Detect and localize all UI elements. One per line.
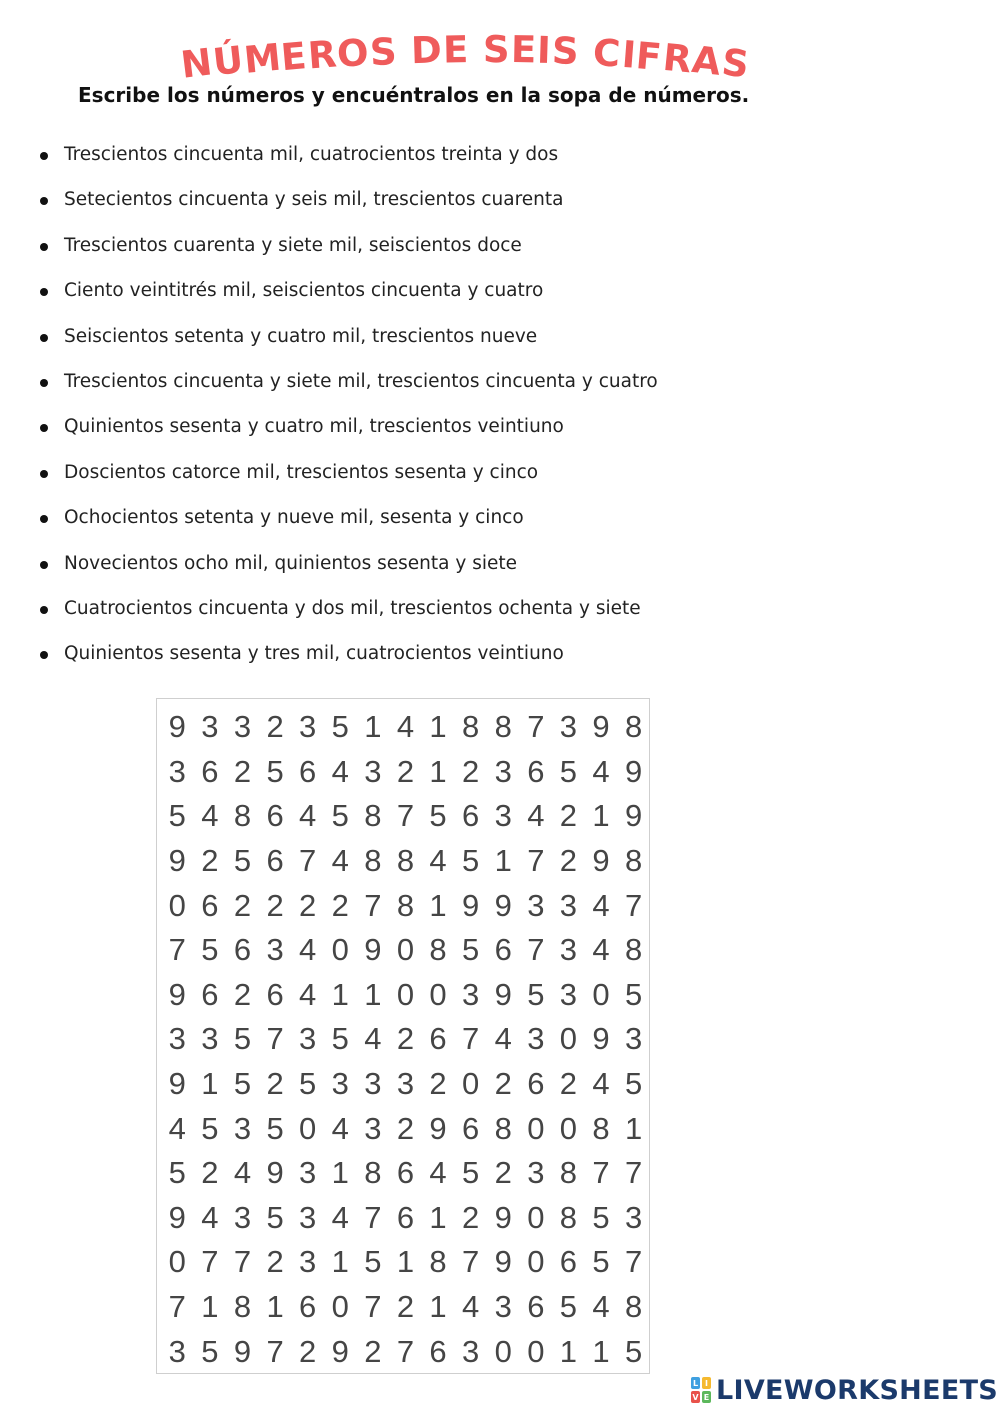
grid-cell[interactable]: 6 bbox=[527, 1066, 545, 1102]
grid-cell[interactable]: 8 bbox=[233, 798, 252, 834]
bullet-icon bbox=[40, 470, 48, 478]
grid-cell[interactable]: 5 bbox=[527, 976, 545, 1012]
grid-cell[interactable]: 9 bbox=[624, 753, 643, 789]
grid-cell[interactable]: 4 bbox=[331, 1199, 349, 1235]
grid-cell[interactable]: 8 bbox=[364, 843, 382, 879]
grid-cell[interactable]: 8 bbox=[364, 1155, 382, 1191]
grid-cell[interactable]: 9 bbox=[266, 1155, 284, 1191]
grid-cell[interactable]: 3 bbox=[559, 976, 578, 1012]
title-letter: D bbox=[410, 28, 444, 73]
logo-square: L bbox=[692, 1378, 699, 1388]
grid-cell[interactable]: 1 bbox=[592, 798, 610, 834]
bullet-icon bbox=[40, 606, 48, 614]
grid-cell[interactable]: 2 bbox=[364, 1333, 382, 1369]
grid-cell[interactable]: 3 bbox=[462, 976, 480, 1012]
grid-cell[interactable]: 8 bbox=[624, 1289, 643, 1325]
grid-cell[interactable]: 2 bbox=[396, 1021, 415, 1057]
grid-cell[interactable]: 4 bbox=[331, 843, 349, 879]
grid-cell[interactable]: 9 bbox=[168, 976, 186, 1012]
grid-cell[interactable]: 1 bbox=[429, 1199, 447, 1235]
grid-cell[interactable]: 4 bbox=[331, 1110, 349, 1146]
title-letter: C bbox=[592, 30, 623, 76]
grid-cell[interactable]: 3 bbox=[559, 932, 578, 968]
grid-cell[interactable]: 3 bbox=[527, 887, 545, 923]
grid-cell[interactable]: 2 bbox=[494, 1066, 512, 1102]
grid-cell[interactable]: 6 bbox=[527, 1289, 545, 1325]
grid-cell[interactable]: 4 bbox=[592, 753, 610, 789]
grid-cell[interactable]: 3 bbox=[527, 1021, 545, 1057]
grid-cell[interactable]: 3 bbox=[233, 1110, 252, 1146]
grid-cell[interactable]: 8 bbox=[396, 887, 415, 923]
grid-cell[interactable]: 9 bbox=[592, 1021, 610, 1057]
bullet-icon bbox=[40, 515, 48, 523]
grid-cell[interactable]: 9 bbox=[331, 1333, 349, 1369]
grid-cell[interactable]: 2 bbox=[233, 753, 252, 789]
grid-cell[interactable]: 4 bbox=[462, 1289, 480, 1325]
grid-cell[interactable]: 7 bbox=[266, 1021, 284, 1057]
prompt-text: Doscientos catorce mil, trescientos sesenta y cinco bbox=[64, 461, 539, 483]
grid-cell[interactable]: 6 bbox=[396, 1155, 415, 1191]
grid-cell[interactable]: 7 bbox=[624, 1155, 643, 1191]
grid-cell[interactable]: 6 bbox=[462, 1110, 480, 1146]
grid-cell[interactable]: 6 bbox=[494, 932, 512, 968]
grid-cell[interactable]: 0 bbox=[559, 1021, 578, 1057]
grid-cell[interactable]: 9 bbox=[494, 976, 512, 1012]
grid-cell[interactable]: 1 bbox=[266, 1289, 284, 1325]
grid-cell[interactable]: 5 bbox=[429, 798, 447, 834]
grid-cell[interactable]: 9 bbox=[592, 843, 610, 879]
prompt-text: Trescientos cincuenta y siete mil, trescientos cincuenta y cuatro bbox=[64, 370, 658, 392]
grid-cell[interactable]: 9 bbox=[168, 1066, 186, 1102]
bullet-icon bbox=[40, 197, 48, 205]
grid-cell[interactable]: 8 bbox=[364, 798, 382, 834]
grid-cell[interactable]: 3 bbox=[299, 1021, 317, 1057]
grid-cell[interactable]: 4 bbox=[168, 1110, 186, 1146]
prompt-text: Trescientos cuarenta y siete mil, seiscientos doce bbox=[64, 234, 522, 256]
grid-cell[interactable]: 4 bbox=[592, 932, 610, 968]
grid-cell[interactable]: 5 bbox=[168, 1155, 186, 1191]
grid-cell[interactable]: 2 bbox=[396, 1110, 415, 1146]
grid-cell[interactable]: 0 bbox=[559, 1110, 578, 1146]
grid-cell[interactable]: 1 bbox=[364, 709, 382, 745]
number-prompt-item bbox=[0, 497, 658, 542]
grid-cell[interactable]: 3 bbox=[331, 1066, 349, 1102]
grid-cell[interactable]: 5 bbox=[233, 1021, 252, 1057]
grid-cell[interactable]: 3 bbox=[299, 709, 317, 745]
grid-cell[interactable]: 5 bbox=[624, 1066, 643, 1102]
grid-cell[interactable]: 8 bbox=[559, 1155, 578, 1191]
grid-cell[interactable]: 2 bbox=[396, 1289, 415, 1325]
grid-cell[interactable]: 9 bbox=[494, 1244, 512, 1280]
grid-cell[interactable]: 5 bbox=[624, 1333, 643, 1369]
grid-cell[interactable]: 0 bbox=[396, 976, 415, 1012]
grid-cell[interactable]: 2 bbox=[559, 798, 578, 834]
grid-cell[interactable]: 8 bbox=[429, 1244, 447, 1280]
grid-cell[interactable]: 9 bbox=[462, 887, 480, 923]
grid-cell[interactable]: 5 bbox=[266, 1110, 284, 1146]
grid-cell[interactable]: 2 bbox=[266, 887, 284, 923]
grid-cell[interactable]: 7 bbox=[527, 843, 545, 879]
grid-cell[interactable]: 5 bbox=[201, 1333, 219, 1369]
grid-cell[interactable]: 7 bbox=[168, 1289, 186, 1325]
title-letter: I bbox=[619, 32, 638, 77]
grid-cell[interactable]: 2 bbox=[396, 753, 415, 789]
prompt-text: Cuatrocientos cincuenta y dos mil, trescientos ochenta y siete bbox=[64, 597, 641, 619]
grid-cell[interactable]: 3 bbox=[299, 1155, 317, 1191]
grid-cell[interactable]: 4 bbox=[299, 798, 317, 834]
grid-cell[interactable]: 3 bbox=[168, 1333, 186, 1369]
grid-cell[interactable]: 5 bbox=[331, 709, 349, 745]
grid-cell[interactable]: 2 bbox=[266, 1066, 284, 1102]
number-prompt-item bbox=[0, 179, 658, 224]
grid-cell[interactable]: 7 bbox=[396, 798, 415, 834]
grid-cell[interactable]: 8 bbox=[559, 1199, 578, 1235]
grid-cell[interactable]: 4 bbox=[201, 1199, 219, 1235]
grid-cell[interactable]: 3 bbox=[494, 1289, 512, 1325]
grid-cell[interactable]: 6 bbox=[396, 1199, 415, 1235]
grid-cell[interactable]: 3 bbox=[233, 709, 252, 745]
grid-cell[interactable]: 3 bbox=[364, 1066, 382, 1102]
title-letter: S bbox=[368, 29, 399, 75]
grid-cell[interactable]: 7 bbox=[527, 709, 545, 745]
grid-cell[interactable]: 4 bbox=[429, 843, 447, 879]
grid-cell[interactable]: 1 bbox=[331, 1244, 349, 1280]
number-prompt-item bbox=[0, 406, 658, 451]
bullet-icon bbox=[40, 379, 48, 387]
grid-cell[interactable]: 6 bbox=[527, 753, 545, 789]
grid-cell[interactable]: 4 bbox=[527, 798, 545, 834]
grid-cell[interactable]: 5 bbox=[559, 753, 578, 789]
title-letter: Ú bbox=[210, 37, 246, 85]
grid-cell[interactable]: 6 bbox=[266, 843, 284, 879]
grid-cell[interactable]: 8 bbox=[592, 1110, 610, 1146]
grid-cell[interactable]: 8 bbox=[396, 843, 415, 879]
grid-cell[interactable]: 8 bbox=[429, 932, 447, 968]
number-prompt-item bbox=[0, 633, 658, 678]
title-letter: R bbox=[660, 35, 695, 82]
grid-cell[interactable]: 9 bbox=[168, 1199, 186, 1235]
grid-cell[interactable]: 1 bbox=[201, 1289, 219, 1325]
grid-cell[interactable]: 7 bbox=[462, 1244, 480, 1280]
grid-cell[interactable]: 0 bbox=[462, 1066, 480, 1102]
grid-cell[interactable]: 3 bbox=[494, 753, 512, 789]
grid-cell[interactable]: 8 bbox=[624, 932, 643, 968]
bullet-icon bbox=[40, 243, 48, 251]
grid-cell[interactable]: 5 bbox=[266, 1199, 284, 1235]
bullet-icon bbox=[40, 334, 48, 342]
grid-cell[interactable]: 7 bbox=[364, 1289, 382, 1325]
grid-cell[interactable]: 8 bbox=[494, 1110, 512, 1146]
grid-cell[interactable]: 3 bbox=[233, 1199, 252, 1235]
worksheet-title bbox=[0, 27, 930, 87]
title-letter: M bbox=[241, 35, 284, 82]
title-letter: I bbox=[536, 28, 553, 72]
grid-cell[interactable]: 7 bbox=[396, 1333, 415, 1369]
number-prompt-list bbox=[0, 134, 658, 679]
bullet-icon bbox=[40, 288, 48, 296]
logo-text: LIVEWORKSHEETS bbox=[716, 1374, 999, 1406]
grid-cell[interactable]: 2 bbox=[494, 1155, 512, 1191]
grid-cell[interactable]: 0 bbox=[527, 1333, 545, 1369]
grid-cell[interactable]: 5 bbox=[462, 1155, 480, 1191]
grid-cell[interactable]: 7 bbox=[364, 887, 382, 923]
number-search-grid bbox=[156, 698, 650, 1374]
number-prompt-item bbox=[0, 588, 658, 633]
grid-cell[interactable]: 4 bbox=[299, 976, 317, 1012]
instruction-text: Escribe los números y encuéntralos en la sopa de números. bbox=[78, 83, 750, 107]
grid-cell[interactable]: 2 bbox=[266, 1244, 284, 1280]
grid-cell[interactable]: 6 bbox=[201, 976, 219, 1012]
grid-cell[interactable]: 6 bbox=[201, 753, 219, 789]
grid-cell[interactable]: 1 bbox=[624, 1110, 643, 1146]
grid-cell[interactable]: 2 bbox=[201, 843, 219, 879]
grid-cell[interactable]: 3 bbox=[168, 1021, 186, 1057]
grid-cell[interactable]: 2 bbox=[559, 1066, 578, 1102]
title-letter: S bbox=[719, 40, 752, 87]
grid-cells bbox=[161, 705, 650, 1374]
grid-cell[interactable]: 2 bbox=[299, 1333, 317, 1369]
grid-cell[interactable]: 7 bbox=[201, 1244, 219, 1280]
grid-cell[interactable]: 4 bbox=[201, 798, 219, 834]
grid-cell[interactable]: 7 bbox=[233, 1244, 252, 1280]
grid-cell[interactable]: 6 bbox=[266, 798, 284, 834]
grid-cell[interactable]: 7 bbox=[624, 1244, 643, 1280]
grid-cell[interactable]: 5 bbox=[364, 1244, 382, 1280]
grid-cell[interactable]: 1 bbox=[592, 1333, 610, 1369]
grid-cell[interactable]: 6 bbox=[429, 1333, 447, 1369]
grid-cell[interactable]: 4 bbox=[429, 1155, 447, 1191]
grid-cell[interactable]: 6 bbox=[462, 798, 480, 834]
prompt-text: Seiscientos setenta y cuatro mil, trescientos nueve bbox=[64, 325, 538, 347]
grid-cell[interactable]: 1 bbox=[429, 753, 447, 789]
grid-cell[interactable]: 5 bbox=[592, 1244, 610, 1280]
grid-cell[interactable]: 8 bbox=[624, 843, 643, 879]
grid-cell[interactable]: 0 bbox=[331, 932, 349, 968]
grid-cell[interactable]: 6 bbox=[299, 753, 317, 789]
number-prompt-item bbox=[0, 134, 658, 179]
title-letter: R bbox=[306, 32, 339, 78]
logo-square: E bbox=[703, 1392, 710, 1402]
grid-cell[interactable]: 1 bbox=[331, 976, 349, 1012]
grid-cell[interactable]: 6 bbox=[429, 1021, 447, 1057]
grid-cell[interactable]: 7 bbox=[299, 843, 317, 879]
grid-cell[interactable]: 2 bbox=[233, 887, 252, 923]
grid-cell[interactable]: 9 bbox=[494, 887, 512, 923]
liveworksheets-logo bbox=[690, 1372, 998, 1408]
grid-cell[interactable]: 4 bbox=[396, 709, 415, 745]
grid-cell[interactable]: 2 bbox=[299, 887, 317, 923]
grid-cell[interactable]: 5 bbox=[462, 932, 480, 968]
grid-cell[interactable]: 4 bbox=[233, 1155, 252, 1191]
grid-cell[interactable]: 5 bbox=[592, 1199, 610, 1235]
prompt-text: Quinientos sesenta y cuatro mil, trescientos veintiuno bbox=[64, 416, 564, 438]
title-letter: A bbox=[689, 37, 725, 84]
grid-cell[interactable]: 1 bbox=[201, 1066, 219, 1102]
grid-cell[interactable]: 6 bbox=[201, 887, 219, 923]
prompt-text: Novecientos ocho mil, quinientos sesenta y siete bbox=[64, 552, 518, 574]
grid-cell[interactable]: 5 bbox=[233, 843, 252, 879]
prompt-text: Ochocientos setenta y nueve mil, sesenta y cinco bbox=[64, 507, 524, 529]
grid-cell[interactable]: 3 bbox=[201, 1021, 219, 1057]
grid-cell[interactable]: 4 bbox=[494, 1021, 512, 1057]
grid-cell[interactable]: 5 bbox=[168, 798, 186, 834]
grid-cell[interactable]: 0 bbox=[527, 1110, 545, 1146]
grid-cell[interactable]: 1 bbox=[429, 1289, 447, 1325]
grid-cell[interactable]: 1 bbox=[396, 1244, 415, 1280]
grid-cell[interactable]: 2 bbox=[201, 1155, 219, 1191]
grid-cell[interactable]: 7 bbox=[624, 887, 643, 923]
number-prompt-item bbox=[0, 316, 658, 361]
prompt-text: Quinientos sesenta y tres mil, cuatrocientos veintiuno bbox=[64, 643, 564, 665]
prompt-text: Setecientos cincuenta y seis mil, trescientos cuarenta bbox=[64, 189, 564, 211]
title-letter: S bbox=[483, 27, 511, 72]
grid-cell[interactable]: 9 bbox=[592, 709, 610, 745]
bullet-icon bbox=[40, 561, 48, 569]
grid-cell[interactable]: 7 bbox=[592, 1155, 610, 1191]
grid-cell[interactable]: 3 bbox=[494, 798, 512, 834]
number-prompt-item bbox=[0, 270, 658, 315]
title-letter: S bbox=[550, 29, 581, 74]
grid-cell[interactable]: 1 bbox=[429, 887, 447, 923]
grid-cell[interactable]: 5 bbox=[233, 1066, 252, 1102]
title-letter: E bbox=[510, 28, 538, 72]
number-prompt-item bbox=[0, 452, 658, 497]
grid-cell[interactable]: 5 bbox=[462, 843, 480, 879]
grid-cell[interactable]: 9 bbox=[429, 1110, 447, 1146]
liveworksheets-logo-icon bbox=[690, 1376, 712, 1404]
grid-cell[interactable]: 3 bbox=[559, 709, 578, 745]
prompt-text: Trescientos cincuenta mil, cuatrocientos treinta y dos bbox=[64, 144, 559, 165]
grid-cell[interactable]: 4 bbox=[364, 1021, 382, 1057]
grid-cell[interactable]: 0 bbox=[299, 1110, 317, 1146]
grid-cell[interactable]: 3 bbox=[364, 1110, 382, 1146]
prompt-text: Ciento veintitrés mil, seiscientos cincuenta y cuatro bbox=[64, 280, 544, 302]
grid-cell[interactable]: 8 bbox=[462, 709, 480, 745]
grid-cell[interactable]: 0 bbox=[168, 887, 186, 923]
grid-cell[interactable]: 2 bbox=[266, 709, 284, 745]
grid-cell[interactable]: 1 bbox=[559, 1333, 578, 1369]
grid-cell[interactable]: 0 bbox=[592, 976, 610, 1012]
grid-cell[interactable]: 9 bbox=[168, 843, 186, 879]
grid-cell[interactable]: 0 bbox=[429, 976, 447, 1012]
grid-cell[interactable]: 6 bbox=[559, 1244, 578, 1280]
number-prompt-item bbox=[0, 543, 658, 588]
grid-cell[interactable]: 0 bbox=[396, 932, 415, 968]
grid-cell[interactable]: 5 bbox=[624, 976, 643, 1012]
grid-cell[interactable]: 9 bbox=[168, 709, 186, 745]
grid-cell[interactable]: 3 bbox=[201, 709, 219, 745]
grid-cell[interactable]: 3 bbox=[396, 1066, 415, 1102]
grid-cell[interactable]: 5 bbox=[331, 1021, 349, 1057]
grid-cell[interactable]: 5 bbox=[201, 1110, 219, 1146]
grid-cell[interactable]: 8 bbox=[233, 1289, 252, 1325]
grid-cell[interactable]: 1 bbox=[331, 1155, 349, 1191]
logo-square: V bbox=[692, 1392, 699, 1402]
bullet-icon bbox=[40, 424, 48, 432]
grid-cell[interactable]: 3 bbox=[527, 1155, 545, 1191]
grid-cell[interactable]: 1 bbox=[364, 976, 382, 1012]
grid-cell[interactable]: 5 bbox=[559, 1289, 578, 1325]
title-letter: O bbox=[335, 30, 372, 76]
grid-cell[interactable]: 9 bbox=[364, 932, 382, 968]
grid-cell[interactable]: 3 bbox=[624, 1199, 643, 1235]
grid-cell[interactable]: 2 bbox=[233, 976, 252, 1012]
grid-cell[interactable]: 5 bbox=[201, 932, 219, 968]
grid-cell[interactable]: 7 bbox=[364, 1199, 382, 1235]
grid-cell[interactable]: 7 bbox=[527, 932, 545, 968]
grid-cell[interactable]: 3 bbox=[624, 1021, 643, 1057]
title-letter: E bbox=[279, 34, 310, 80]
grid-cell[interactable]: 4 bbox=[592, 1289, 610, 1325]
title-letter: N bbox=[178, 40, 216, 87]
grid-cell[interactable]: 9 bbox=[233, 1333, 252, 1369]
grid-cell[interactable]: 7 bbox=[266, 1333, 284, 1369]
grid-cell[interactable]: 1 bbox=[494, 843, 512, 879]
grid-cell[interactable]: 3 bbox=[462, 1333, 480, 1369]
grid-cell[interactable]: 0 bbox=[494, 1333, 512, 1369]
grid-cell[interactable]: 2 bbox=[462, 1199, 480, 1235]
grid-cell[interactable]: 3 bbox=[266, 932, 284, 968]
grid-cell[interactable]: 6 bbox=[266, 976, 284, 1012]
grid-cell[interactable]: 4 bbox=[592, 1066, 610, 1102]
title-letter: E bbox=[442, 28, 470, 72]
grid-cell[interactable]: 7 bbox=[462, 1021, 480, 1057]
grid-cell[interactable]: 0 bbox=[331, 1289, 349, 1325]
grid-cell[interactable]: 2 bbox=[559, 843, 578, 879]
grid-cell[interactable]: 6 bbox=[299, 1289, 317, 1325]
grid-cell[interactable]: 3 bbox=[559, 887, 578, 923]
grid-cell[interactable]: 0 bbox=[168, 1244, 186, 1280]
bullet-icon bbox=[40, 152, 48, 160]
grid-cell[interactable]: 0 bbox=[527, 1199, 545, 1235]
grid-cell[interactable]: 2 bbox=[462, 753, 480, 789]
grid-cell[interactable]: 2 bbox=[429, 1066, 447, 1102]
number-prompt-item bbox=[0, 361, 658, 406]
grid-cell[interactable]: 3 bbox=[364, 753, 382, 789]
number-prompt-item bbox=[0, 225, 658, 270]
grid-cell[interactable]: 5 bbox=[266, 753, 284, 789]
grid-cell[interactable]: 5 bbox=[299, 1066, 317, 1102]
bullet-icon bbox=[40, 651, 48, 659]
grid-cell[interactable]: 9 bbox=[494, 1199, 512, 1235]
logo-square: I bbox=[702, 1377, 711, 1389]
grid-cell[interactable]: 3 bbox=[168, 753, 186, 789]
grid-cell[interactable]: 4 bbox=[299, 932, 317, 968]
grid-cell[interactable]: 7 bbox=[168, 932, 186, 968]
grid-cell[interactable]: 2 bbox=[331, 887, 349, 923]
title-letter: F bbox=[634, 34, 665, 80]
grid-cell[interactable]: 5 bbox=[331, 798, 349, 834]
grid-cell[interactable]: 8 bbox=[494, 709, 512, 745]
grid-cell[interactable]: 4 bbox=[592, 887, 610, 923]
grid-cell[interactable]: 6 bbox=[233, 932, 252, 968]
title-letter bbox=[469, 28, 483, 71]
grid-cell[interactable]: 9 bbox=[624, 798, 643, 834]
grid-cell[interactable]: 8 bbox=[624, 709, 643, 745]
grid-cell[interactable]: 1 bbox=[429, 709, 447, 745]
grid-cell[interactable]: 0 bbox=[527, 1244, 545, 1280]
grid-cell[interactable]: 3 bbox=[299, 1244, 317, 1280]
grid-cell[interactable]: 3 bbox=[299, 1199, 317, 1235]
grid-cell[interactable]: 4 bbox=[331, 753, 349, 789]
